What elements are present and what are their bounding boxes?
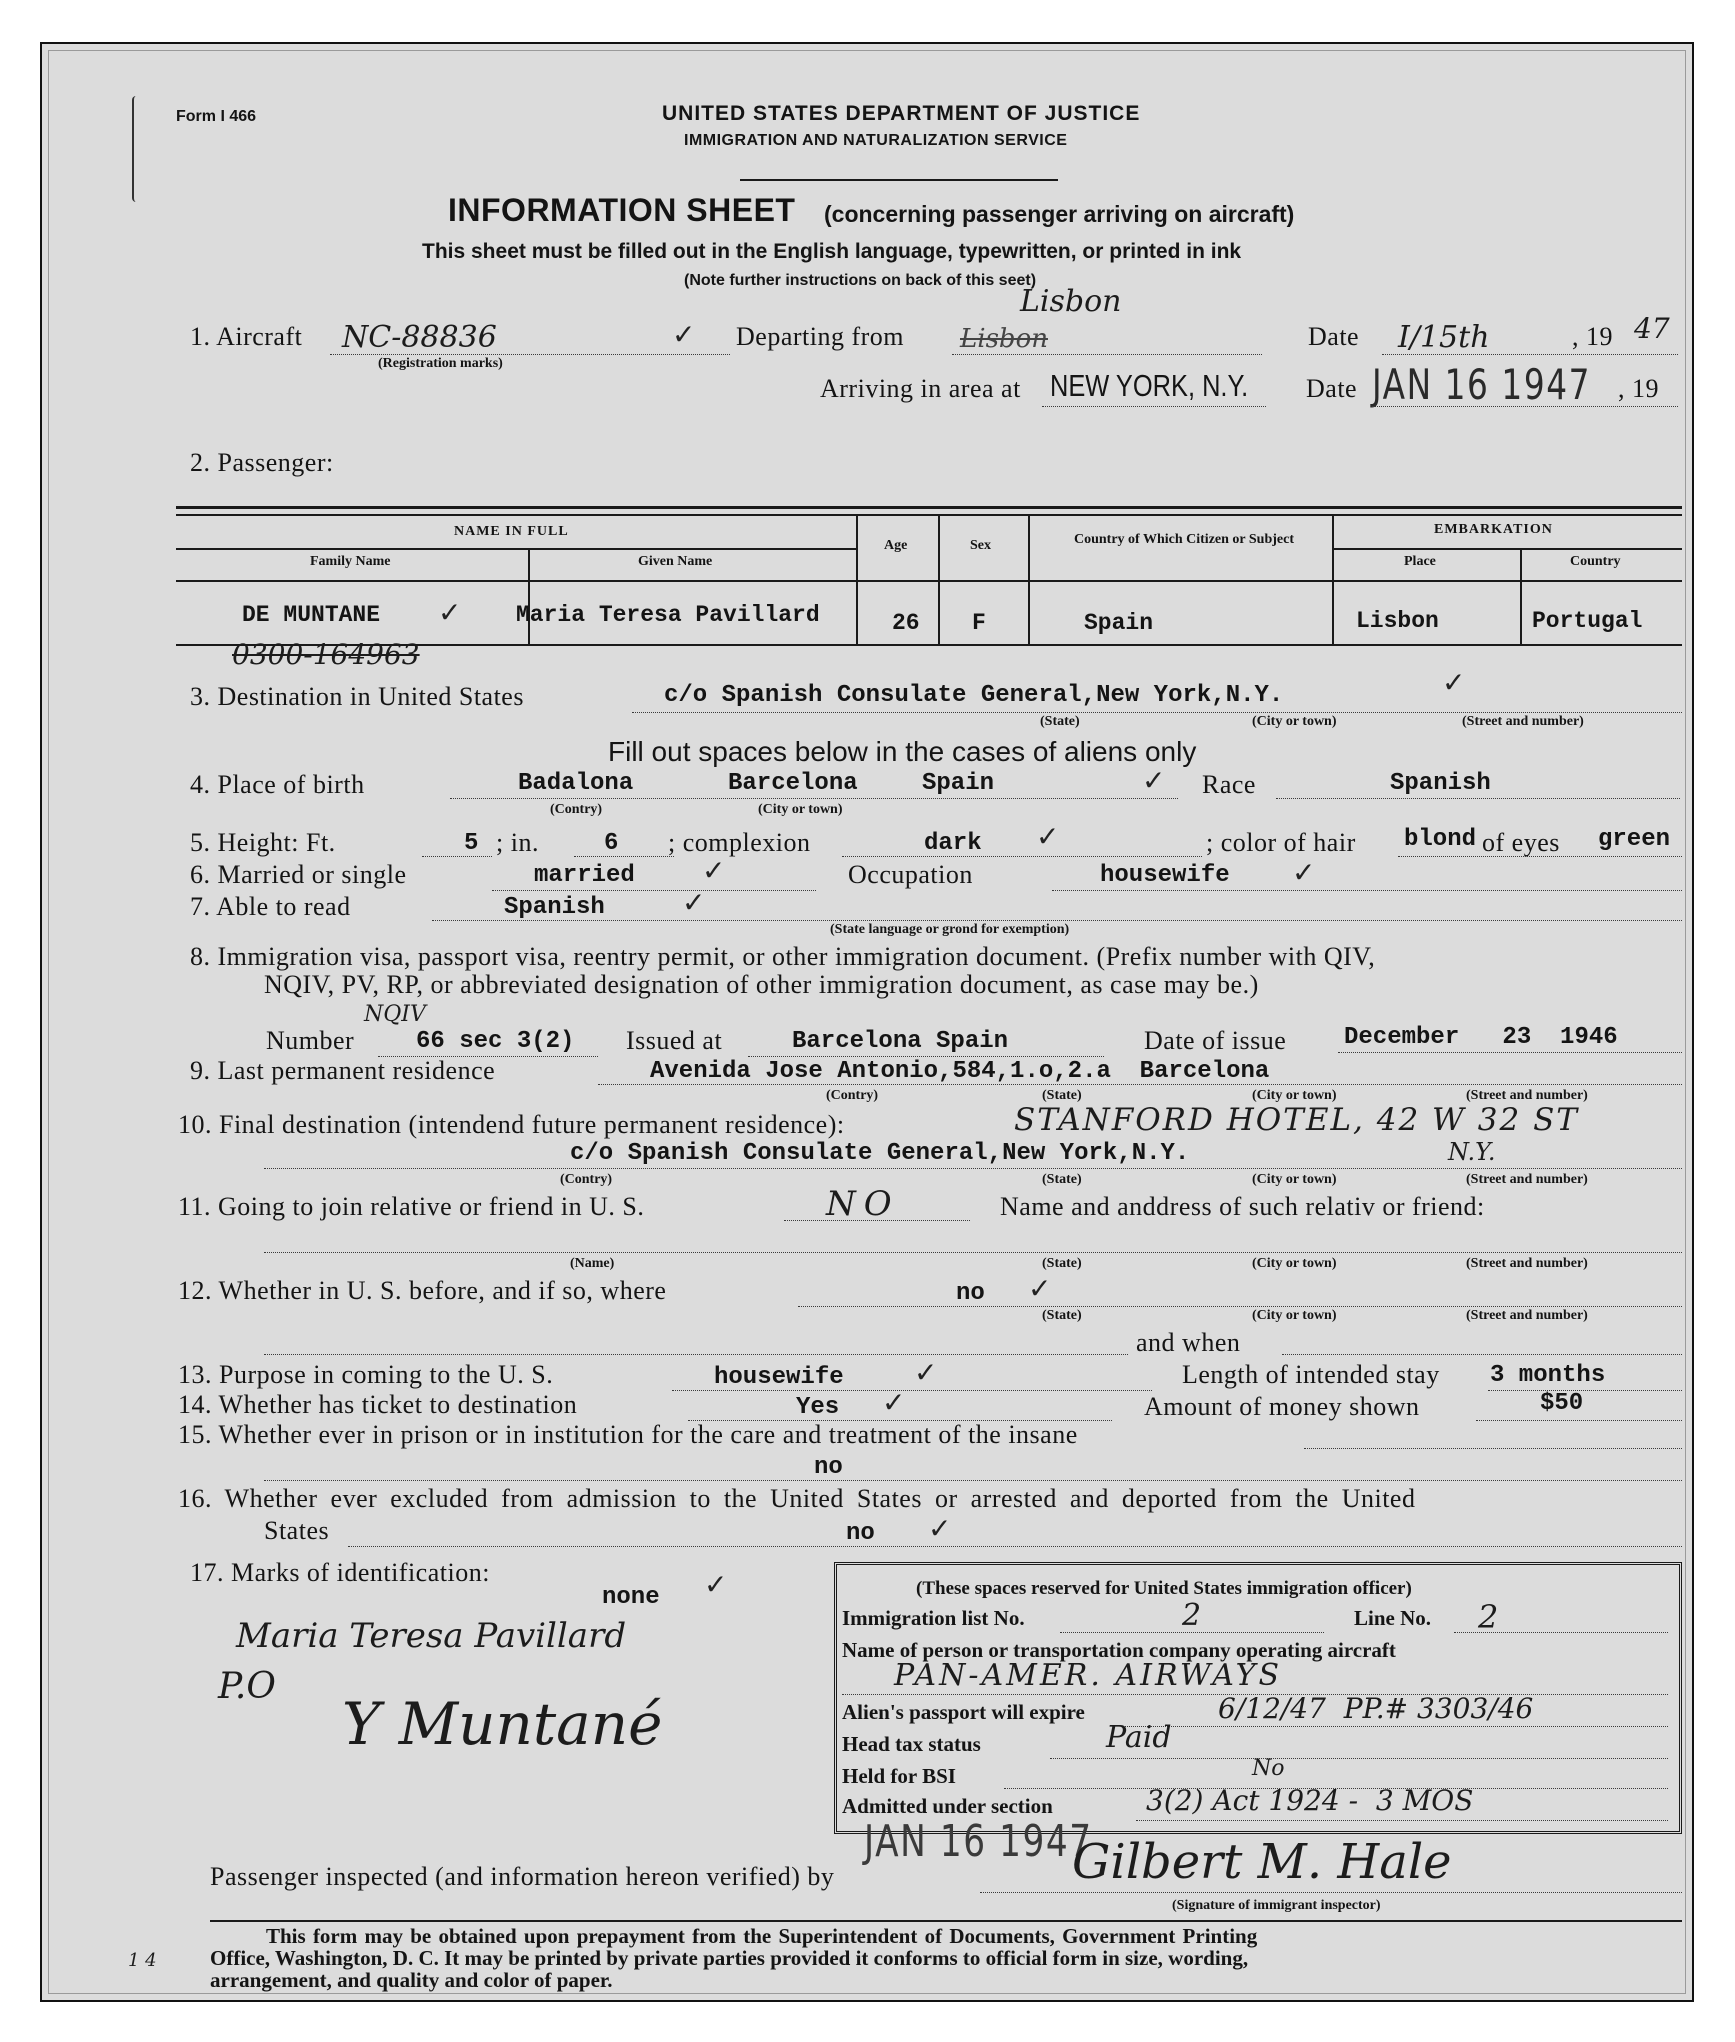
prison-label: 15. Whether ever in prison or in institution for the care and treatment of the insane xyxy=(178,1420,1078,1449)
officer-box-title: (These spaces reserved for United States immigration officer) xyxy=(916,1578,1412,1599)
passenger-label: 2. Passenger: xyxy=(190,448,334,477)
final-destination-label: 10. Final destination (intendend future permanent residence): xyxy=(178,1110,845,1139)
table-col-rule xyxy=(938,516,940,644)
inspection-label: Passenger inspected (and information hereon verified) by xyxy=(210,1862,835,1891)
inspector-signature-sublabel: (Signature of immigrant inspector) xyxy=(1172,1898,1381,1913)
table-col-rule xyxy=(1520,548,1522,644)
arrival-year-prefix: , 19 xyxy=(1618,374,1659,403)
stay-value: 3 months xyxy=(1490,1362,1606,1389)
bsi-value: No xyxy=(1252,1756,1285,1781)
before-sub-state: (State) xyxy=(1042,1308,1082,1323)
excluded-label-line-2: States xyxy=(264,1516,330,1545)
immigration-list-value: 2 xyxy=(1182,1598,1202,1633)
passenger-signature-line-1: Maria Teresa Pavillard xyxy=(236,1616,627,1656)
final-destination-hand-state: N.Y. xyxy=(1448,1138,1496,1166)
inspection-date-stamp: JAN 16 1947 xyxy=(864,1816,1093,1867)
passenger-signature-line-2: P.O xyxy=(218,1666,276,1707)
operator-value: PAN-AMER. AIRWAYS xyxy=(894,1658,1283,1693)
visa-label-line-1: 8. Immigration visa, passport visa, reentry permit, or other immigration document. (Prefix number with QIV, xyxy=(190,942,1376,971)
table-name-divider xyxy=(176,548,856,550)
checkmark-icon: ✓ xyxy=(928,1512,952,1545)
head-tax-underline xyxy=(1050,1758,1668,1759)
departing-from-struck-value: Lisbon xyxy=(960,324,1048,354)
checkmark-icon: ✓ xyxy=(672,318,696,351)
race-value: Spanish xyxy=(1390,770,1491,797)
hair-value: blond xyxy=(1404,826,1477,853)
join-underline xyxy=(784,1220,970,1221)
destination-underline xyxy=(632,712,1682,713)
form-number: Form I 466 xyxy=(176,108,257,125)
service-title: IMMIGRATION AND NATURALIZATION SERVICE xyxy=(684,132,1068,149)
read-value: Spanish xyxy=(504,894,605,921)
excluded-value: no xyxy=(846,1520,875,1547)
final-destination-hand-value: STANFORD HOTEL, 42 W 32 ST xyxy=(1014,1102,1579,1138)
ticket-value: Yes xyxy=(796,1394,840,1421)
birth-label: 4. Place of birth xyxy=(190,770,365,799)
citizenship-value: Spain xyxy=(1084,610,1154,636)
marks-label: 17. Marks of identification: xyxy=(190,1558,490,1587)
final-destination-typed-value: c/o Spanish Consulate General,New York,N.Y. xyxy=(570,1140,1190,1167)
occupation-underline xyxy=(1052,890,1682,891)
height-inches-underline xyxy=(574,856,674,857)
information-sheet-document xyxy=(40,42,1694,2002)
admitted-underline xyxy=(1136,1820,1668,1821)
excluded-label-line-1: 16. Whether ever excluded from admission to the United States or arrested and deported from the United xyxy=(178,1484,1416,1513)
inspector-signature-underline xyxy=(980,1892,1682,1893)
stay-label: Length of intended stay xyxy=(1182,1360,1440,1389)
stay-underline xyxy=(1488,1390,1682,1391)
marital-underline xyxy=(492,890,816,891)
issued-at-value: Barcelona Spain xyxy=(792,1028,1009,1055)
join-sub-city: (City or town) xyxy=(1252,1256,1337,1271)
year-prefix: 19 xyxy=(1586,322,1613,351)
passport-expire-value: 6/12/47 PP.# 3303/46 xyxy=(1218,1692,1534,1725)
birth-sub-country: (Contry) xyxy=(550,802,603,817)
line-no-label: Line No. xyxy=(1354,1606,1432,1630)
admitted-value: 3(2) Act 1924 - 3 MOS xyxy=(1146,1784,1474,1817)
header-sex: Sex xyxy=(970,538,991,553)
table-col-rule xyxy=(856,516,858,644)
aircraft-label: 1. Aircraft xyxy=(190,322,303,351)
residence-sub-state: (State) xyxy=(1042,1088,1082,1103)
immigration-list-underline xyxy=(1060,1632,1324,1633)
departing-from-label: Departing from xyxy=(736,322,905,351)
race-underline xyxy=(1276,798,1680,799)
purpose-underline xyxy=(672,1390,1152,1391)
departing-underline xyxy=(952,354,1262,355)
checkmark-icon: ✓ xyxy=(1292,856,1316,889)
arrival-date-underline xyxy=(1372,406,1678,407)
height-inches-value: 6 xyxy=(604,830,619,857)
margin-note: 1 4 xyxy=(128,1950,157,1971)
checkmark-icon: ✓ xyxy=(1036,820,1060,853)
occupation-value: housewife xyxy=(1100,862,1230,889)
margin-bracket-mark xyxy=(132,96,140,202)
family-name-value: DE MUNTANE xyxy=(242,602,381,628)
destination-label: 3. Destination in United States xyxy=(190,682,524,711)
arriving-underline xyxy=(1042,406,1266,407)
operator-label: Name of person or transportation company operating aircraft xyxy=(842,1638,1396,1662)
departure-date-value: I/15th xyxy=(1398,320,1490,355)
residence-underline xyxy=(598,1084,1682,1085)
destination-sub-state: (State) xyxy=(1040,714,1080,729)
issued-at-underline xyxy=(748,1056,1104,1057)
money-label: Amount of money shown xyxy=(1144,1392,1420,1421)
residence-label: 9. Last permanent residence xyxy=(190,1056,496,1085)
eyes-label: of eyes xyxy=(1482,828,1560,857)
date-of-issue-label: Date of issue xyxy=(1144,1026,1287,1055)
checkmark-icon: ✓ xyxy=(682,886,706,919)
aircraft-underline xyxy=(330,354,730,355)
checkmark-icon: ✓ xyxy=(1028,1272,1052,1305)
visa-number-value: 66 sec 3(2) xyxy=(416,1028,575,1055)
departure-year-prefix: , 19 xyxy=(1572,322,1613,351)
table-col-rule xyxy=(1332,516,1334,644)
birth-underline xyxy=(450,798,1178,799)
checkmark-icon: ✓ xyxy=(438,596,462,629)
aircraft-sublabel: (Registration marks) xyxy=(378,356,503,371)
table-embark-divider xyxy=(1332,548,1682,550)
final-dest-sub-state: (State) xyxy=(1042,1172,1082,1187)
arriving-value: NEW YORK, N.Y. xyxy=(1050,368,1249,403)
arrival-date-stamp: JAN 16 1947 xyxy=(1372,360,1592,409)
birth-sub-city: (City or town) xyxy=(758,802,843,817)
residence-sub-street: (Street and number) xyxy=(1466,1088,1588,1103)
read-underline xyxy=(432,920,1682,921)
departing-from-value: Lisbon xyxy=(1020,284,1122,319)
purpose-label: 13. Purpose in coming to the U. S. xyxy=(178,1360,554,1389)
header-country: Country xyxy=(1570,554,1621,569)
excluded-underline xyxy=(348,1546,1682,1547)
visa-number-label: Number xyxy=(266,1026,355,1055)
height-label: 5. Height: Ft. xyxy=(190,828,336,857)
money-underline xyxy=(1476,1420,1682,1421)
before-label: 12. Whether in U. S. before, and if so, where xyxy=(178,1276,667,1305)
checkmark-icon: ✓ xyxy=(1442,666,1466,699)
passenger-signature-line-3: Y Muntané xyxy=(342,1690,663,1758)
footer-line-1: This form may be obtained upon prepayment from the Superintendent of Documents, Government Printing xyxy=(266,1924,1258,1948)
visa-label-line-2: NQIV, PV, RP, or abbreviated designation of other immigration document, as case may be.) xyxy=(264,970,1259,999)
header-divider xyxy=(740,179,1058,181)
table-col-rule xyxy=(528,548,530,644)
prison-line-2-underline xyxy=(264,1480,1682,1481)
read-sublabel: (State language or grond for exemption) xyxy=(830,922,1070,937)
before-line-2-underline xyxy=(264,1354,1128,1355)
join-name-underline xyxy=(264,1252,1682,1253)
departure-year-value: 47 xyxy=(1634,312,1670,345)
department-title: UNITED STATES DEPARTMENT OF JUSTICE xyxy=(662,102,1141,125)
final-dest-sub-street: (Street and number) xyxy=(1466,1172,1588,1187)
purpose-value: housewife xyxy=(714,1364,844,1391)
join-value: NO xyxy=(826,1184,900,1224)
race-label: Race xyxy=(1202,770,1256,799)
join-sub-street: (Street and number) xyxy=(1466,1256,1588,1271)
final-dest-sub-city: (City or town) xyxy=(1252,1172,1337,1187)
prison-value: no xyxy=(814,1454,843,1481)
final-dest-sub-country: (Contry) xyxy=(560,1172,613,1187)
table-col-rule xyxy=(1028,516,1030,644)
aliens-only-note: Fill out spaces below in the cases of aliens only xyxy=(608,736,1197,767)
header-citizenship: Country of Which Citizen or Subject xyxy=(1074,532,1294,547)
prison-underline xyxy=(1304,1448,1682,1449)
footer-line-2: Office, Washington, D. C. It may be printed by private parties provided it conforms to official form in size, wording, xyxy=(210,1946,1249,1970)
marks-value: none xyxy=(602,1584,660,1611)
join-name-label: Name and anddress of such relativ or friend: xyxy=(1000,1192,1485,1221)
aircraft-registration-value: NC-88836 xyxy=(342,320,497,355)
complexion-underline xyxy=(842,856,1202,857)
ticket-label: 14. Whether has ticket to destination xyxy=(178,1390,578,1419)
birth-country-value: Spain xyxy=(922,770,995,797)
read-label: 7. Able to read xyxy=(190,892,351,921)
departure-date-label: Date xyxy=(1308,322,1360,351)
age-value: 26 xyxy=(892,610,920,636)
final-destination-underline xyxy=(264,1168,1682,1169)
destination-sub-city: (City or town) xyxy=(1252,714,1337,729)
sex-value: F xyxy=(972,610,986,636)
join-label: 11. Going to join relative or friend in U. S. xyxy=(178,1192,645,1221)
form-title: INFORMATION SHEET xyxy=(448,192,796,228)
before-sub-street: (Street and number) xyxy=(1466,1308,1588,1323)
checkmark-icon: ✓ xyxy=(914,1356,938,1389)
before-underline xyxy=(798,1306,1682,1307)
embark-country-value: Portugal xyxy=(1532,608,1643,634)
destination-value: c/o Spanish Consulate General,New York,N.Y. xyxy=(664,682,1284,709)
given-name-value: Maria Teresa Pavillard xyxy=(516,602,820,628)
and-when-underline xyxy=(1282,1354,1682,1355)
footer-rule xyxy=(210,1920,1682,1922)
inspector-signature: Gilbert M. Hale xyxy=(1072,1834,1452,1890)
and-when-label: and when xyxy=(1136,1328,1241,1357)
residence-sub-city: (City or town) xyxy=(1252,1088,1337,1103)
arrival-date-label: Date xyxy=(1306,374,1358,403)
checkmark-icon: ✓ xyxy=(702,854,726,887)
file-number-value: 0300-164963 xyxy=(232,638,420,671)
header-embarkation: EMBARKATION xyxy=(1434,522,1553,537)
header-given-name: Given Name xyxy=(638,554,713,569)
checkmark-icon: ✓ xyxy=(882,1386,906,1419)
passport-expire-label: Alien's passport will expire xyxy=(842,1700,1085,1724)
join-sub-state: (State) xyxy=(1042,1256,1082,1271)
header-family-name: Family Name xyxy=(310,554,391,569)
date-of-issue-underline xyxy=(1338,1052,1682,1053)
visa-number-hand: NQIV xyxy=(364,1002,426,1027)
table-top-rule-2 xyxy=(176,514,1682,516)
passport-expire-underline xyxy=(1122,1726,1668,1727)
complexion-value: dark xyxy=(924,830,982,857)
money-value: $50 xyxy=(1540,1390,1584,1417)
checkmark-icon: ✓ xyxy=(1142,764,1166,797)
height-feet-underline xyxy=(422,856,492,857)
residence-sub-country: (Contry) xyxy=(826,1088,879,1103)
head-tax-label: Head tax status xyxy=(842,1732,981,1756)
inches-label: ; in. xyxy=(496,828,539,857)
destination-sub-street: (Street and number) xyxy=(1462,714,1584,729)
marital-label: 6. Married or single xyxy=(190,860,407,889)
embark-place-value: Lisbon xyxy=(1356,608,1439,634)
table-top-rule xyxy=(176,506,1682,509)
instruction-line-2: (Note further instructions on back of this seet) xyxy=(684,272,1037,289)
header-place: Place xyxy=(1404,554,1436,569)
instruction-line-1: This sheet must be filled out in the English language, typewritten, or printed in ink xyxy=(422,240,1242,263)
admitted-label: Admitted under section xyxy=(842,1794,1053,1818)
footer-line-3: arrangement, and quality and color of paper. xyxy=(210,1968,613,1992)
departure-date-underline xyxy=(1382,354,1678,355)
immigration-list-label: Immigration list No. xyxy=(842,1606,1025,1630)
arriving-label: Arriving in area at xyxy=(820,374,1021,403)
issued-at-label: Issued at xyxy=(626,1026,723,1055)
header-age: Age xyxy=(884,538,908,553)
residence-value: Avenida Jose Antonio,584,1.o,2.a Barcelona xyxy=(650,1058,1270,1085)
header-name-in-full: NAME IN FULL xyxy=(454,524,569,539)
marital-value: married xyxy=(534,862,635,889)
head-tax-value: Paid xyxy=(1106,1720,1172,1755)
birth-city-value: Badalona xyxy=(518,770,634,797)
line-no-underline xyxy=(1454,1632,1668,1633)
complexion-label: ; complexion xyxy=(668,828,811,857)
date-of-issue-value: December 23 1946 xyxy=(1344,1024,1618,1051)
join-sub-name: (Name) xyxy=(570,1256,615,1271)
height-feet-value: 5 xyxy=(464,830,479,857)
birth-province-value: Barcelona xyxy=(728,770,858,797)
line-no-value: 2 xyxy=(1478,1598,1499,1636)
eyes-value: green xyxy=(1598,826,1671,853)
hair-eyes-underline xyxy=(1398,856,1682,857)
bsi-label: Held for BSI xyxy=(842,1764,956,1788)
occupation-label: Occupation xyxy=(848,860,973,889)
hair-label: ; color of hair xyxy=(1206,828,1356,857)
checkmark-icon: ✓ xyxy=(704,1568,728,1601)
before-sub-city: (City or town) xyxy=(1252,1308,1337,1323)
before-value: no xyxy=(956,1280,985,1307)
table-header-bottom-rule xyxy=(176,580,1682,582)
form-title-note: (concerning passenger arriving on aircraft) xyxy=(824,201,1295,227)
